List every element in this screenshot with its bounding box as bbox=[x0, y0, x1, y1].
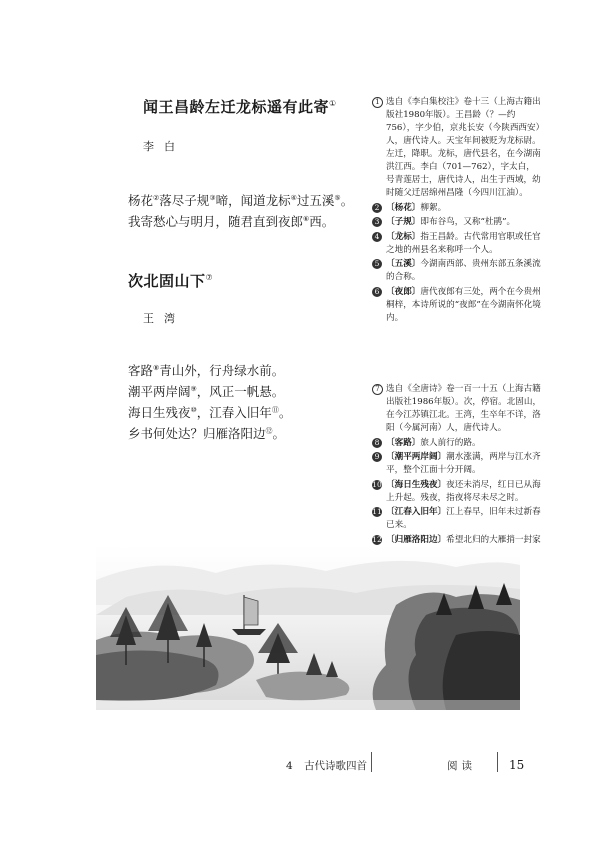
footnote-text: 唐代夜郎有三处，两个在今贵州桐梓，本诗所说的“夜郎”在今湖南怀化境内。 bbox=[386, 286, 541, 323]
footnote-text: 夜还未消尽，红日已从海上升起。残夜，指夜将尽未尽之时。 bbox=[386, 479, 541, 503]
footnote-term: 〔龙标〕 bbox=[386, 231, 421, 242]
footnote-term: 〔客路〕 bbox=[386, 437, 421, 448]
verse-text: ，风正一帆悬。 bbox=[196, 384, 285, 399]
footnote-term: 〔杨花〕 bbox=[386, 202, 421, 213]
note-marker: ⑨ bbox=[190, 384, 197, 393]
footnote-term: 〔归雁洛阳边〕 bbox=[386, 534, 447, 545]
footnote-number: 4 bbox=[372, 232, 382, 242]
verse-text: 乡书何处达？归雁洛阳边 bbox=[128, 426, 266, 441]
verse-text: 我寄愁心与明月，随君直到夜郎 bbox=[128, 214, 304, 229]
footnote-number: 3 bbox=[372, 217, 382, 227]
footnote-number: 2 bbox=[372, 203, 382, 213]
footnote-number: 6 bbox=[372, 287, 382, 297]
footer-unit: 阅读 bbox=[447, 760, 476, 772]
verse-text: 西。 bbox=[309, 214, 335, 229]
title-note-mark: ⑦ bbox=[205, 273, 214, 282]
verse-text: 落尽子规 bbox=[159, 193, 210, 208]
footer-left bbox=[286, 758, 367, 773]
note-marker: ⑪ bbox=[271, 405, 279, 414]
verse-text: 。 bbox=[272, 426, 286, 441]
poem-title-text: 次北固山下 bbox=[128, 272, 206, 290]
footnote-number: 1 bbox=[372, 97, 383, 108]
footnote-number: 5 bbox=[372, 259, 382, 269]
footnote-text: 选自《李白集校注》卷十三（上海古籍出版社1980年版）。王昌龄（？—约756），字少伯，京兆长安（今陕西西安）人，唐代诗人。天宝年间被贬为龙标尉。左迁，降职。龙标，唐代县名，在今湖南洪江西。李白（701—762），字太白，号青莲居士，唐代诗人，出生于西域，幼时随父迁居绵州昌隆（今四川江油）。 bbox=[386, 97, 541, 198]
footnote-text: 希望北归的大雁捎一封家 bbox=[446, 534, 541, 545]
note-marker: ② bbox=[153, 193, 160, 202]
footnote-term: 〔子规〕 bbox=[386, 217, 421, 227]
footnote-text: 指王昌龄。古代常用官职或任官之地的州县名来称呼一个人。 bbox=[386, 231, 541, 255]
footer-section-title: 古代诗歌四首 bbox=[304, 760, 368, 772]
footnote-text: 即布谷鸟，又称“杜鹃”。 bbox=[420, 217, 516, 227]
footnote-text: 旅人前行的路。 bbox=[420, 437, 481, 448]
verse-text: 海日生残夜 bbox=[128, 405, 191, 420]
poem-title-text: 闻王昌龄左迁龙标遥有此寄 bbox=[143, 98, 330, 116]
notes-group-1 bbox=[372, 96, 542, 326]
footnote-number: 10 bbox=[372, 479, 382, 489]
title-note-mark: ① bbox=[329, 99, 337, 108]
footnote-text: 选自《全唐诗》卷一百一十五（上海古籍出版社1986年版）。次，停宿。北固山，在今江苏镇江北。王湾，生卒年不详，洛阳（今属河南）人，唐代诗人。 bbox=[386, 384, 542, 433]
footer-page-left-number: 4 bbox=[286, 760, 293, 772]
notes-group-2 bbox=[372, 383, 542, 561]
footnote bbox=[372, 479, 542, 505]
footnote bbox=[372, 451, 542, 477]
footnote-number: 7 bbox=[372, 384, 383, 395]
footer-divider bbox=[497, 752, 498, 772]
footnote-text: 今湖南西部、贵州东部五条溪流的合称。 bbox=[386, 259, 541, 282]
footer-divider bbox=[371, 752, 372, 772]
verse-line bbox=[128, 211, 353, 232]
verse-text: 。 bbox=[340, 193, 354, 208]
footnote bbox=[372, 383, 542, 435]
footnote bbox=[372, 96, 542, 200]
poem-author-2: 王湾 bbox=[143, 312, 185, 325]
footnote bbox=[372, 216, 542, 229]
footnote-term: 〔海日生残夜〕 bbox=[386, 479, 447, 490]
verse-text: 潮平两岸阔 bbox=[128, 384, 191, 399]
footnote-term: 〔潮平两岸阔〕 bbox=[386, 452, 447, 462]
verse-text: 杨花 bbox=[128, 193, 154, 208]
footer-page-number: 15 bbox=[509, 758, 525, 772]
poem-body-1 bbox=[128, 190, 353, 232]
verse-text: 过五溪 bbox=[296, 193, 335, 208]
verse-line bbox=[128, 402, 291, 423]
footnote bbox=[372, 437, 542, 450]
verse-text: ，江春入旧年 bbox=[196, 405, 272, 420]
verse-line bbox=[128, 190, 353, 211]
footnote-number: 9 bbox=[372, 452, 382, 462]
footnote bbox=[372, 231, 542, 257]
footnote-text: 潮水涨满，两岸与江水齐平，整个江面十分开阔。 bbox=[386, 452, 541, 475]
poem-title-2 bbox=[128, 270, 213, 291]
note-marker: ⑥ bbox=[303, 214, 310, 223]
footnote bbox=[372, 506, 542, 532]
footnote-number: 11 bbox=[372, 507, 382, 516]
footnote bbox=[372, 286, 542, 325]
poem-body-2 bbox=[128, 360, 291, 444]
verse-text: 啼，闻道龙标 bbox=[215, 193, 291, 208]
poem-author-1: 李白 bbox=[143, 140, 185, 153]
landscape-painting bbox=[96, 545, 520, 710]
footnote bbox=[372, 202, 542, 215]
footnote-term: 〔五溪〕 bbox=[386, 259, 421, 269]
footnote bbox=[372, 258, 542, 284]
note-marker: ⑤ bbox=[334, 193, 341, 202]
verse-text: 客路 bbox=[128, 363, 154, 378]
footnote-text: 柳絮。 bbox=[420, 202, 447, 213]
poem-title-1 bbox=[143, 96, 337, 117]
footnote-number: 8 bbox=[372, 438, 382, 448]
verse-line bbox=[128, 381, 291, 402]
footnote-term: 〔江春入旧年〕 bbox=[386, 507, 447, 517]
note-marker: ⑫ bbox=[265, 426, 273, 435]
footnote-term: 〔夜郎〕 bbox=[386, 286, 421, 297]
note-marker: ③ bbox=[209, 193, 216, 202]
verse-text: 。 bbox=[278, 405, 292, 420]
verse-line bbox=[128, 423, 291, 444]
verse-line bbox=[128, 360, 291, 381]
note-marker: ⑧ bbox=[153, 363, 160, 372]
verse-text: 青山外，行舟绿水前。 bbox=[159, 363, 285, 378]
footnote-text: 江上春早，旧年未过新春已来。 bbox=[386, 507, 541, 530]
footnote-number: 12 bbox=[372, 534, 382, 544]
note-marker: ⑩ bbox=[190, 405, 197, 414]
note-marker: ④ bbox=[290, 193, 297, 202]
